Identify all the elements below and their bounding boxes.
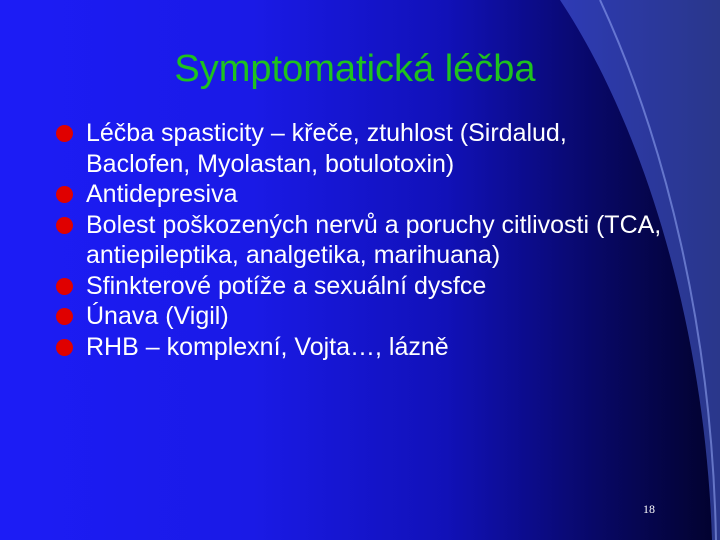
bullet-item: [56, 118, 676, 179]
bullet-text: Sfinkterové potíže a sexuální dysfce: [86, 271, 487, 300]
bullet-dot-icon: [56, 308, 73, 325]
bullet-dot-icon: [56, 217, 73, 234]
bullet-dot-icon: [56, 339, 73, 356]
bullet-list: [56, 118, 676, 362]
bullet-text: Bolest poškozených nervů a poruchy citlivosti (TCA, antiepileptika, analgetika, marihuana): [86, 210, 662, 269]
bullet-text: Antidepresiva: [86, 180, 238, 208]
bullet-dot-icon: [56, 186, 73, 203]
bullet-dot-icon: [56, 278, 73, 295]
bullet-item: [56, 210, 676, 271]
page-number: 18: [643, 502, 655, 516]
bullet-item: [56, 179, 676, 210]
bullet-item: [56, 332, 676, 363]
bullet-item: [56, 301, 676, 332]
bullet-item: [56, 271, 676, 302]
bullet-dot-icon: [56, 125, 73, 142]
bullet-text: RHB – komplexní, Vojta…, lázně: [86, 332, 449, 361]
slide-title: Symptomatická léčba: [174, 48, 536, 90]
bullet-text: Léčba spasticity – křeče, ztuhlost (Sirdalud, Baclofen, Myolastan, botulotoxin): [86, 119, 567, 178]
bullet-text: Únava (Vigil): [86, 302, 229, 330]
